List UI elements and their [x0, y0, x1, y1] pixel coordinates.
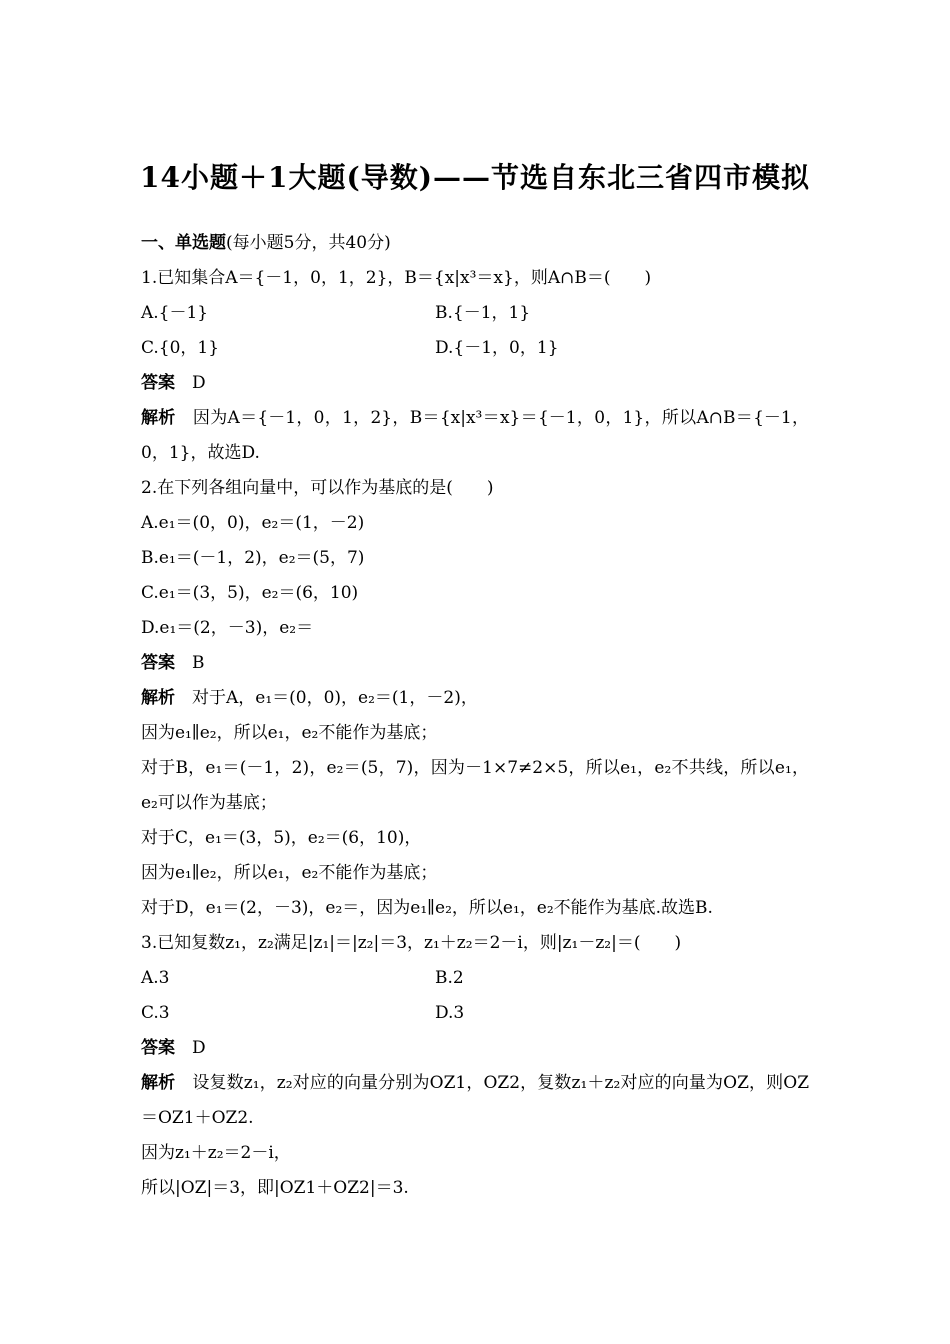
- answer-value: B: [192, 653, 205, 673]
- question-1-option-b: B.{－1，1}: [435, 303, 531, 323]
- section-heading-label: 一、单选题: [141, 233, 226, 253]
- question-3-analysis-line-2: 因为z₁＋z₂＝2－i，: [141, 1143, 291, 1163]
- question-2-analysis-line-1: [141, 681, 809, 716]
- question-2-option-a: A.e₁＝(0，0)，e₂＝(1，－2): [141, 513, 365, 533]
- question-2-option-b: B.e₁＝(－1，2)，e₂＝(5，7): [141, 548, 365, 568]
- analysis-text: 对于A，e₁＝(0，0)，e₂＝(1，－2)，: [192, 688, 478, 708]
- question-3-stem: 3.已知复数z₁，z₂满足|z₁|＝|z₂|＝3，z₁＋z₂＝2－i，则|z₁－z₂|＝( ): [141, 933, 682, 953]
- question-3-answer: [141, 1031, 809, 1066]
- question-1-option-c: C.{0，1}: [141, 338, 220, 358]
- question-1-options-row-2: [141, 331, 809, 366]
- question-3-option-d: D.3: [435, 1003, 465, 1023]
- document-title: 14小题＋1大题(导数)——节选自东北三省四市模拟: [140, 161, 810, 194]
- analysis-label: 解析: [141, 1073, 176, 1093]
- analysis-text: 设复数z₁，z₂对应的向量分别为OZ1，OZ2，复数z₁＋z₂对应的向量为OZ，则OZ＝OZ1＋OZ2.: [141, 1073, 810, 1128]
- answer-value: D: [192, 373, 206, 393]
- question-2-analysis-line-6: 对于D，e₁＝(2，－3)，e₂＝，因为e₁∥e₂，所以e₁，e₂不能作为基底.故选B.: [141, 898, 713, 918]
- question-2-analysis-line-4: 对于C，e₁＝(3，5)，e₂＝(6，10)，: [141, 828, 422, 848]
- question-1-stem: 1.已知集合A＝{－1，0，1，2}，B＝{x|x³＝x}，则A∩B＝( ): [141, 268, 652, 288]
- question-3-analysis-line-1: [141, 1066, 809, 1136]
- question-2-analysis-line-5: 因为e₁∥e₂，所以e₁，e₂不能作为基底；: [141, 863, 438, 883]
- question-2-option-c: C.e₁＝(3，5)，e₂＝(6，10): [141, 583, 359, 603]
- answer-label: 答案: [141, 1038, 175, 1058]
- question-3-analysis-line-3: 所以|OZ|＝3，即|OZ1＋OZ2|＝3.: [141, 1178, 409, 1198]
- question-2-stem: 2.在下列各组向量中，可以作为基底的是( ): [141, 478, 494, 498]
- answer-label: 答案: [141, 373, 175, 393]
- document-body: [141, 226, 809, 1206]
- question-2-option-d: D.e₁＝(2，－3)，e₂＝: [141, 618, 314, 638]
- answer-value: D: [192, 1038, 206, 1058]
- question-3-option-b: B.2: [435, 968, 464, 988]
- question-3-option-a: A.3: [141, 968, 170, 988]
- question-3-options-row-2: [141, 996, 809, 1031]
- question-2-analysis-line-2: 因为e₁∥e₂，所以e₁，e₂不能作为基底；: [141, 723, 438, 743]
- question-1-option-a: A.{－1}: [141, 303, 209, 323]
- analysis-text: 因为A＝{－1，0，1，2}，B＝{x|x³＝x}＝{－1，0，1}，所以A∩B＝{－1，0，1}，故选D.: [141, 408, 810, 463]
- question-2-analysis-line-3: 对于B，e₁＝(－1，2)，e₂＝(5，7)，因为－1×7≠2×5，所以e₁，e₂不共线，所以e₁，e₂可以作为基底；: [141, 758, 809, 813]
- question-1-option-d: D.{－1，0，1}: [435, 338, 559, 358]
- question-1-options-row-1: [141, 296, 809, 331]
- section-heading: [141, 226, 809, 261]
- question-1-analysis: [141, 401, 809, 471]
- analysis-label: 解析: [141, 688, 175, 708]
- question-1-answer: [141, 366, 809, 401]
- section-heading-note: (每小题5分，共40分): [226, 233, 391, 253]
- question-3-options-row-1: [141, 961, 809, 996]
- analysis-label: 解析: [141, 408, 176, 428]
- question-3-option-c: C.3: [141, 1003, 170, 1023]
- question-2-answer: [141, 646, 809, 681]
- answer-label: 答案: [141, 653, 175, 673]
